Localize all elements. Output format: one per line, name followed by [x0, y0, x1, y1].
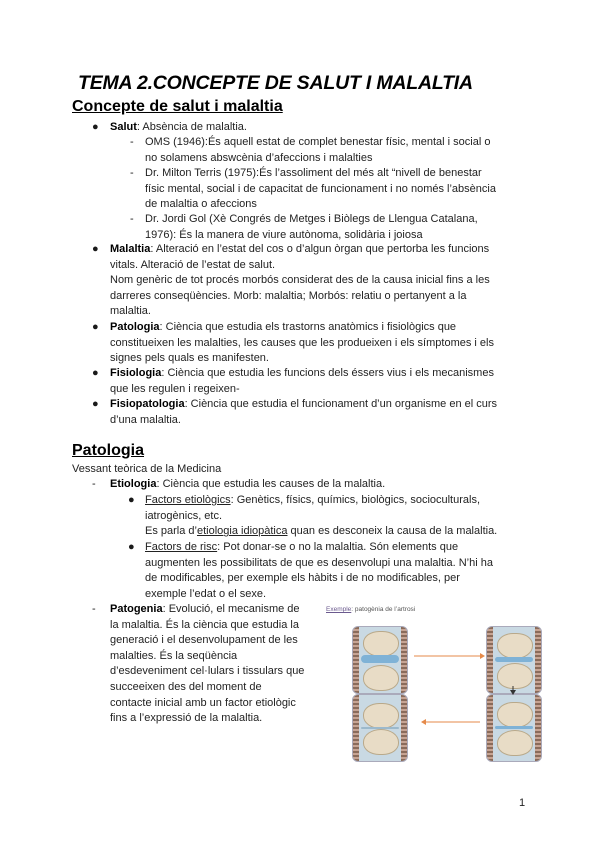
- patogenia-item: Patogenia: Evolució, el mecanisme de la malaltia. És la ciència que estudia la generació i el desenvolupament de les malalties. És la seqüència d’esdeveniment cel·lulars i tissulars que succeeixen des del moment de contacte inicial amb un factor etiològic fins a l’expressió de la malaltia.: [110, 603, 305, 725]
- section-heading-patologia: Patologia: [72, 442, 145, 459]
- terris-definition: Dr. Milton Terris (1975):És l’assoliment del més alt “nivell de benestar físic mental, social i de capacitat de funcionament i no només l’absència de malaltia o afeccions: [145, 167, 496, 211]
- bullet-icon: ●: [92, 243, 99, 255]
- salut-item: Salut: Absència de malaltia.: [110, 121, 247, 133]
- patologia-item: Patologia: Ciència que estudia els trastorns anatòmics i fisiològics que constitueixen les malalties, les causes que les produeixen i els símptomes i els signes pels quals es manifesten.: [110, 321, 494, 365]
- arrow-down-head-icon: [510, 690, 516, 695]
- artrosi-figure: [322, 606, 527, 756]
- dash-icon: -: [130, 213, 134, 225]
- bullet-icon: ●: [92, 121, 99, 133]
- factors-etiologics: Factors etiològics: Genètics, físics, químics, biològics, socioculturals, iatrogènics, etc. Es parla d’etiologia idiopàtica quan es desconeix la causa de la malaltia.: [145, 494, 498, 538]
- figure-caption: Exemple: patogènia de l’artrosi: [326, 606, 416, 613]
- factors-de-risc: Factors de risc: Pot donar-se o no la malaltia. Són elements que augmenten les possibilitats de que es desenvolupi una malaltia. N’hi ha de modificables, per exemple els hàbits i de no modificables, per exemple l’edat o el sexe.: [145, 541, 493, 600]
- page-title: TEMA 2.CONCEPTE DE SALUT I MALALTIA: [78, 72, 473, 94]
- section-intro: Vessant teòrica de la Medicina: [72, 463, 222, 475]
- section-heading-concepte: Concepte de salut i malaltia: [72, 98, 283, 115]
- bullet-icon: ●: [92, 398, 99, 410]
- gol-definition: Dr. Jordi Gol (Xè Congrés de Metges i Biòlegs de Llengua Catalana, 1976): És la manera de viure autònoma, solidària i joiosa: [145, 213, 478, 241]
- dash-icon: -: [92, 603, 96, 615]
- figure-arrows: [322, 606, 527, 756]
- dash-icon: -: [130, 167, 134, 179]
- page-number: 1: [519, 797, 526, 809]
- bullet-icon: ●: [128, 541, 135, 553]
- bullet-icon: ●: [92, 367, 99, 379]
- bullet-icon: ●: [92, 321, 99, 333]
- fisiologia-item: Fisiologia: Ciència que estudia les funcions dels éssers vius i els mecanismes que les regulen i regeixen-: [110, 367, 494, 395]
- etiologia-item: Etiologia: Ciència que estudia les causes de la malaltia.: [110, 478, 386, 490]
- dash-icon: -: [130, 136, 134, 148]
- malaltia-item: Malaltia: Alteració en l’estat del cos o d’algun òrgan que pertorba les funcions vitals. Alteració de l’estat de salut. Nom genèric de tot procés morbós considerat des de la causa inicial fins a les darreres conseqüències. Morb: malaltia; Morbós: relatiu o pertanyent a la malaltia.: [110, 243, 490, 318]
- bullet-icon: ●: [128, 494, 135, 506]
- arrow-right-head-icon: [480, 653, 485, 659]
- arrow-left-head-icon: [421, 719, 426, 725]
- dash-icon: -: [92, 478, 96, 490]
- fisiopatologia-item: Fisiopatologia: Ciència que estudia el funcionament d’un organisme en el curs d’una malaltia.: [110, 398, 498, 426]
- oms-definition: OMS (1946):És aquell estat de complet benestar físic, mental i social o no solamens abswcènia d’afeccions i malalties: [145, 136, 491, 164]
